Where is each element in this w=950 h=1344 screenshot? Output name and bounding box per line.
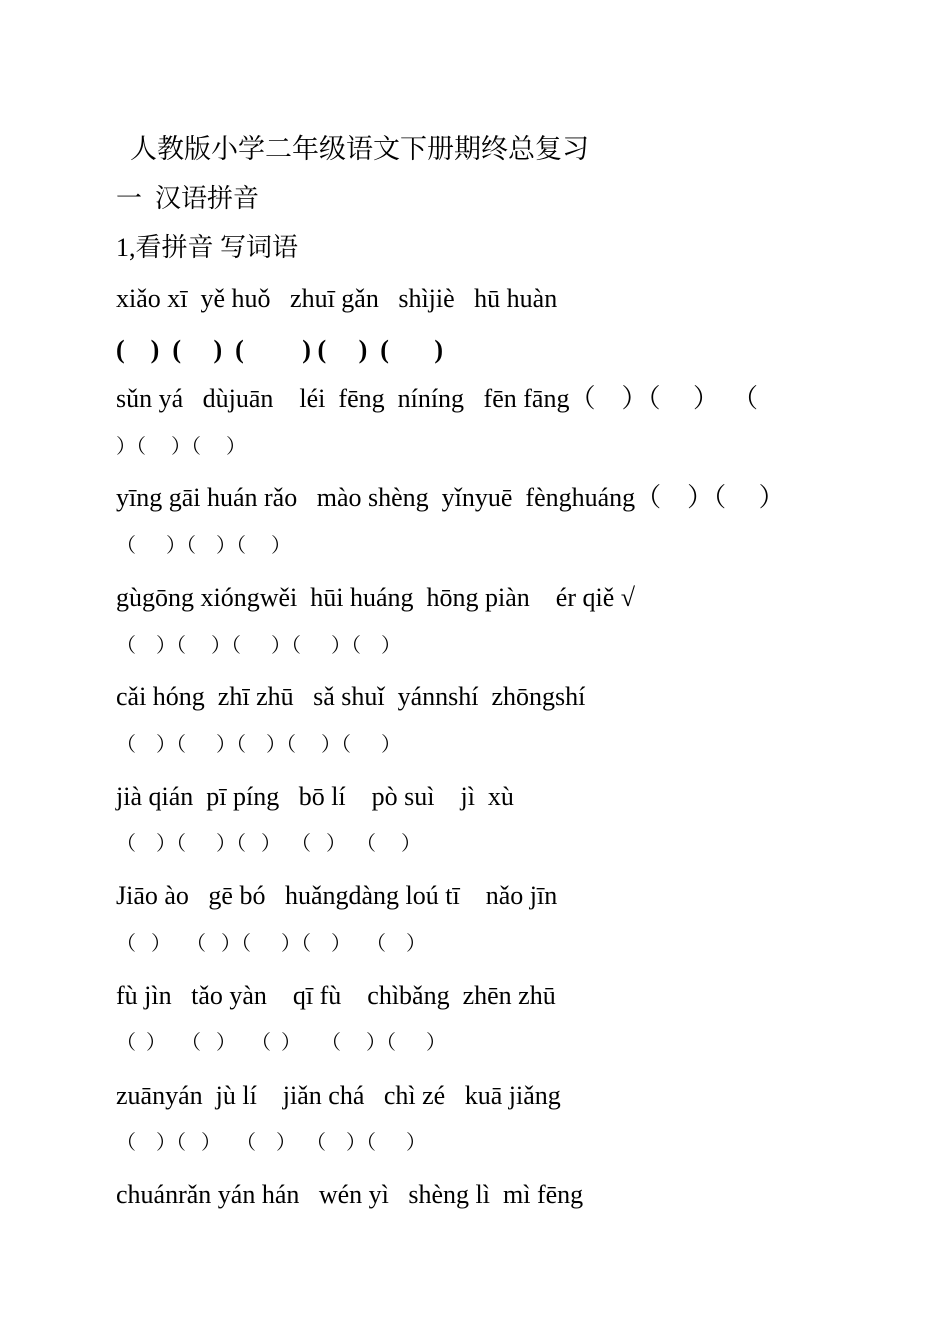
answer-brackets-line: （ ）（ ）（ ）（ ）（ ） [116, 734, 401, 756]
pinyin-line: gùgōng xióngwěi hūi huáng hōng piàn ér qiě √ [116, 583, 636, 612]
answer-brackets-line: （ ）（ ）（ ） （ ） （ ） [116, 833, 421, 855]
section-heading: 一 汉语拼音 [116, 184, 260, 213]
pinyin-line: jià qián pī píng bō lí pò suì jì xù [116, 782, 514, 811]
answer-brackets-line: （ ）（ ）（ ）（ ）（ ） [116, 635, 401, 657]
document-title: 人教版小学二年级语文下册期终总复习 [130, 134, 589, 164]
answer-brackets-line: （ ）（ ）（ ） [116, 535, 291, 557]
answer-brackets-line: （ ） （ ）（ ）（ ） （ ） [116, 933, 426, 955]
pinyin-line: cǎi hóng zhī zhū sǎ shuǐ yánnshí zhōngshí [116, 682, 586, 711]
pinyin-line: sǔn yá dùjuān léi fēng níníng fēn fāng（ ）（ ） （ [116, 384, 758, 413]
answer-brackets-line: （ ） （ ） （ ） （ ）（ ） [116, 1032, 446, 1054]
exercise-heading: 1,看拼音 写词语 [116, 233, 299, 262]
pinyin-line: yīng gāi huán rǎo mào shèng yǐnyuē fènghuáng（ ）（ ） [116, 483, 785, 512]
pinyin-line: chuánrǎn yán hán wén yì shèng lì mì fēng [116, 1180, 584, 1209]
answer-brackets-line: ( ) ( ) ( ) ( ) ( ) [116, 335, 444, 364]
answer-brackets-line: ）（ ）（ ） [116, 436, 246, 458]
pinyin-line: Jiāo ào gē bó huǎngdàng loú tī nǎo jīn [116, 881, 558, 910]
pinyin-line: zuānyán jù lí jiǎn chá chì zé kuā jiǎng [116, 1081, 561, 1110]
answer-brackets-line: （ ）（ ） （ ） （ ）（ ） [116, 1132, 426, 1154]
pinyin-line: xiǎo xī yě huǒ zhuī gǎn shìjiè hū huàn [116, 284, 558, 313]
pinyin-line: fù jìn tǎo yàn qī fù chìbǎng zhēn zhū [116, 981, 556, 1010]
